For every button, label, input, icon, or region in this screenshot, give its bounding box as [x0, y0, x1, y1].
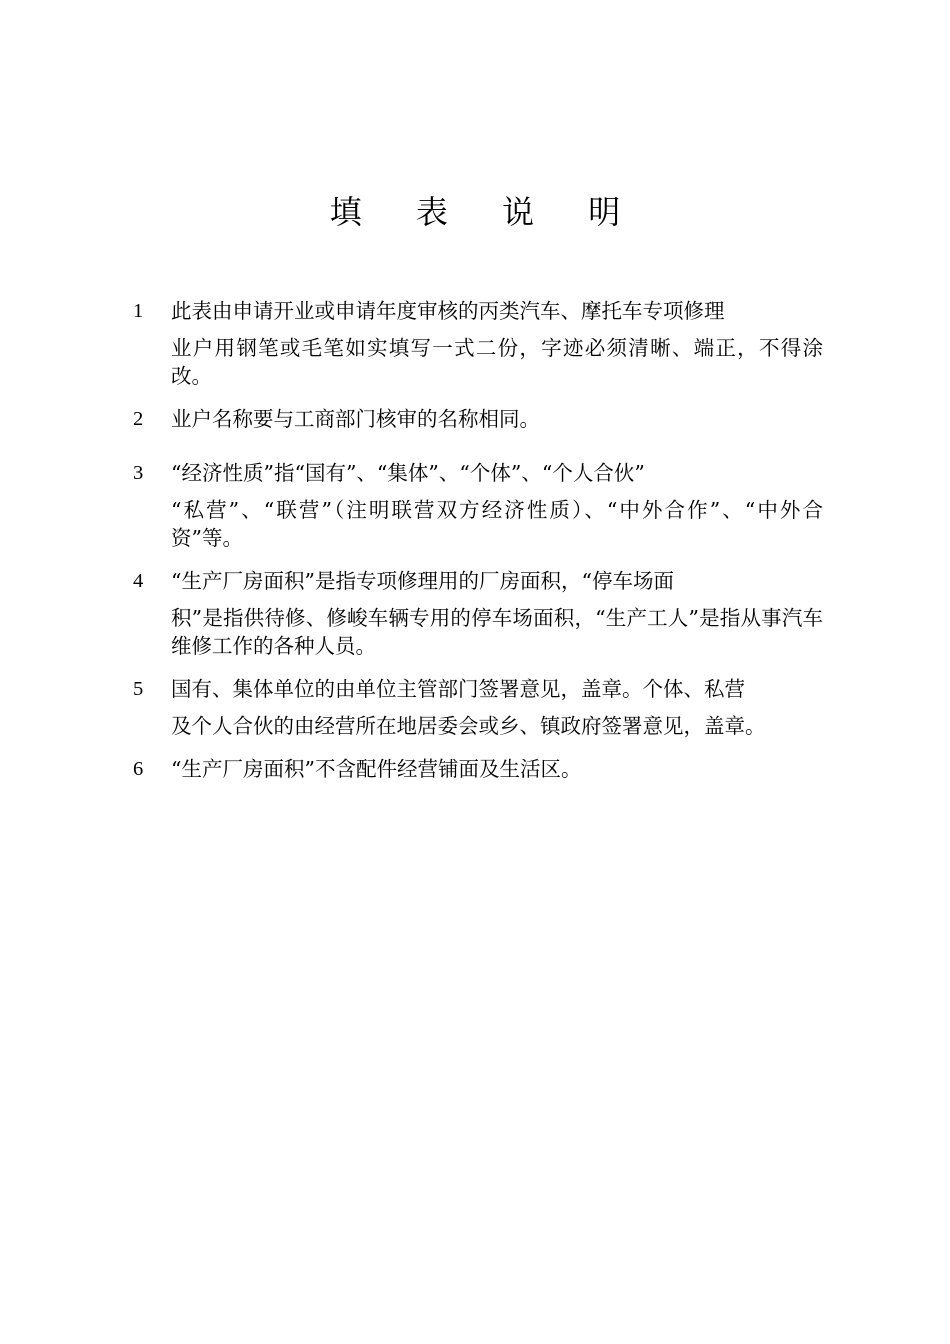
item-number: 2	[133, 408, 144, 430]
item-number: 6	[133, 758, 144, 780]
item-text	[171, 402, 823, 436]
item-text-rest: 积”是指供待修、修峻车辆专用的停车场面积，“生产工人”是指从事汽车维修工作的各种人员。	[171, 606, 823, 658]
item-text-line1: “生产厂房面积”不含配件经营铺面及生活区。	[171, 757, 582, 781]
item-text	[171, 294, 823, 390]
item-text-line1: 此表由申请开业或申请年度审核的丙类汽车、摩托车专项修理	[171, 299, 725, 323]
item-text-rest: “私营”、“联营”（注明联营双方经济性质）、“中外合作”、“中外合资”等。	[171, 498, 823, 550]
list-item	[133, 294, 823, 390]
item-text-line1: 业户名称要与工商部门核审的名称相同。	[171, 407, 540, 431]
item-number: 4	[133, 570, 144, 592]
instructions-list	[133, 294, 823, 798]
list-item	[133, 672, 823, 740]
item-text	[171, 752, 823, 786]
item-text	[171, 456, 823, 552]
item-text-rest: 及个人合伙的由经营所在地居委会或乡、镇政府签署意见，盖章。	[171, 714, 766, 738]
list-item	[133, 564, 823, 660]
list-item	[133, 402, 823, 436]
item-number: 3	[133, 462, 144, 484]
item-text	[171, 564, 823, 660]
item-text-line1: 国有、集体单位的由单位主管部门签署意见，盖章。个体、私营	[171, 677, 745, 701]
list-item	[133, 752, 823, 786]
item-number: 1	[133, 300, 144, 322]
page-title: 填 表 说 明	[329, 193, 643, 231]
item-text-line1: “生产厂房面积”是指专项修理用的厂房面积，“停车场面	[171, 569, 674, 593]
item-number: 5	[133, 678, 144, 700]
item-text-line1: “经济性质”指“国有”、“集体”、“个体”、“个人合伙”	[171, 461, 645, 485]
list-item	[133, 456, 823, 552]
item-text-rest: 业户用钢笔或毛笔如实填写一式二份，字迹必须清晰、端正，不得涂改。	[171, 336, 823, 388]
item-text	[171, 672, 823, 740]
